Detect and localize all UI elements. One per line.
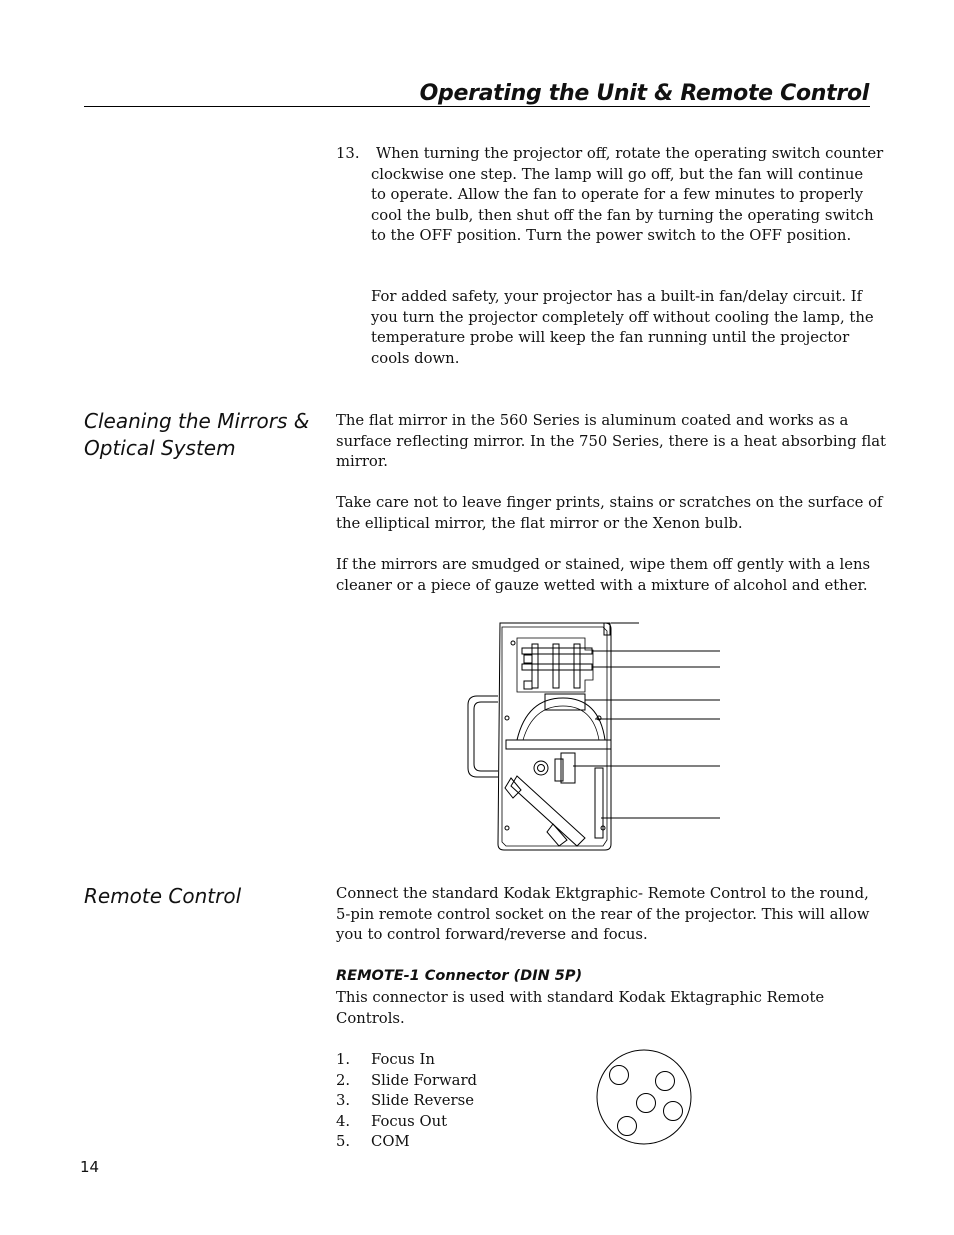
remote-para1-line: Connect the standard Kodak Ektgraphic- Remote Control to the round,	[336, 885, 869, 902]
projector-optics-diagram	[465, 618, 725, 858]
connector-pin	[656, 1072, 675, 1091]
pin-label: Focus In	[371, 1051, 435, 1068]
pin-number: 5.	[336, 1133, 351, 1151]
din-connector-diagram	[594, 1047, 694, 1147]
upper-bracket	[517, 638, 593, 692]
remote-para1-line: 5-pin remote control socket on the rear of the projector. This will allow	[336, 905, 870, 923]
cleaning-para2-line: the elliptical mirror, the flat mirror or the Xenon bulb.	[336, 514, 743, 532]
terminal	[574, 644, 580, 688]
remote-para1-line: you to control forward/reverse and focus.	[336, 926, 648, 944]
connector-pin	[637, 1094, 656, 1113]
safety-note	[371, 287, 874, 369]
pin-list-item	[336, 1050, 477, 1071]
connector-pin	[610, 1066, 629, 1085]
pin-list-item	[336, 1112, 477, 1133]
bracket-square	[524, 681, 532, 689]
pin-label: COM	[371, 1133, 410, 1151]
terminal	[553, 644, 559, 688]
connector-pin	[618, 1117, 637, 1136]
bulb-socket-inner	[538, 765, 545, 772]
step-13-line: to operate. Allow the fan to operate for a few minutes to properly	[371, 186, 864, 204]
pin-number: 4.	[336, 1112, 351, 1130]
cleaning-para3-line: cleaner or a piece of gauze wetted with a mixture of alcohol and ether.	[336, 576, 868, 594]
screw	[511, 641, 515, 645]
pin-label: Slide Reverse	[371, 1092, 474, 1110]
connector-outline	[597, 1050, 691, 1144]
housing-outline	[498, 623, 611, 850]
step-13-line: cool the bulb, then shut off the fan by turning the operating switch	[371, 206, 874, 224]
remote-paragraph-1	[336, 884, 869, 946]
page-number: 14	[80, 1158, 100, 1176]
header-rule	[84, 106, 870, 107]
safety-note-line: you turn the projector completely off without cooling the lamp, the	[371, 308, 874, 326]
pin-list-item	[336, 1091, 477, 1112]
step-13-line: clockwise one step. The lamp will go off, but the fan will continue	[371, 165, 864, 183]
connector-pin	[664, 1102, 683, 1121]
flat-mirror	[511, 776, 585, 846]
step-13-body	[371, 165, 874, 247]
pin-list-item	[336, 1071, 477, 1092]
remote-para2-line: This connector is used with standard Kodak Ektagraphic Remote	[336, 989, 825, 1006]
cleaning-para3-line: If the mirrors are smudged or stained, wipe them off gently with a lens	[336, 556, 871, 573]
handle-inner	[474, 702, 498, 771]
cleaning-title-line: Optical System	[84, 436, 236, 460]
cleaning-title-line: Cleaning the Mirrors &	[84, 409, 310, 433]
cleaning-section-title	[84, 408, 309, 462]
step-13-number: 13.	[336, 145, 360, 162]
pin-label: Focus Out	[371, 1112, 448, 1130]
step-13-line: to the OFF position. Turn the power switch to the OFF position.	[371, 227, 852, 245]
step-13-line: When turning the projector off, rotate the operating switch counter	[376, 145, 884, 162]
heat-filter	[506, 740, 611, 749]
remote-connector-subheading: REMOTE-1 Connector (DIN 5P)	[336, 968, 583, 984]
page-header-title: Operating the Unit & Remote Control	[419, 81, 869, 106]
bracket-square	[524, 655, 532, 663]
side-rod	[595, 768, 603, 838]
pin-label: Slide Forward	[371, 1071, 478, 1089]
handle	[468, 696, 498, 777]
remote-paragraph-2	[336, 988, 824, 1029]
cleaning-para1-line: surface reflecting mirror. In the 750 Series, there is a heat absorbing flat	[336, 432, 886, 450]
elliptical-reflector	[517, 698, 605, 740]
pin-number: 2.	[336, 1071, 351, 1089]
cleaning-para1-line: mirror.	[336, 453, 388, 471]
cleaning-para1-line: The flat mirror in the 560 Series is aluminum coated and works as a	[336, 412, 849, 429]
cleaning-paragraph-1	[336, 411, 886, 473]
reflector-inner	[523, 706, 599, 740]
remote-section-title	[84, 883, 241, 910]
remote-para2-line: Controls.	[336, 1009, 405, 1027]
safety-note-line: For added safety, your projector has a built-in fan/delay circuit. If	[371, 288, 863, 305]
screw	[505, 826, 509, 830]
safety-note-line: temperature probe will keep the fan running until the projector	[371, 329, 850, 347]
terminal	[532, 644, 538, 688]
lamp-clip-inner	[555, 759, 563, 781]
pin-list-item	[336, 1132, 477, 1153]
pin-number: 3.	[336, 1092, 351, 1110]
bulb-socket	[534, 761, 548, 775]
screw	[505, 716, 509, 720]
safety-note-line: cools down.	[371, 349, 460, 367]
cleaning-paragraph-3	[336, 555, 870, 596]
cleaning-paragraph-2	[336, 493, 882, 534]
cleaning-para2-line: Take care not to leave finger prints, stains or scratches on the surface of	[336, 494, 883, 511]
pin-list	[336, 1050, 477, 1153]
remote-title-text: Remote Control	[84, 884, 242, 908]
step-13-first-line-wrap	[376, 144, 883, 165]
pin-number: 1.	[336, 1051, 351, 1068]
